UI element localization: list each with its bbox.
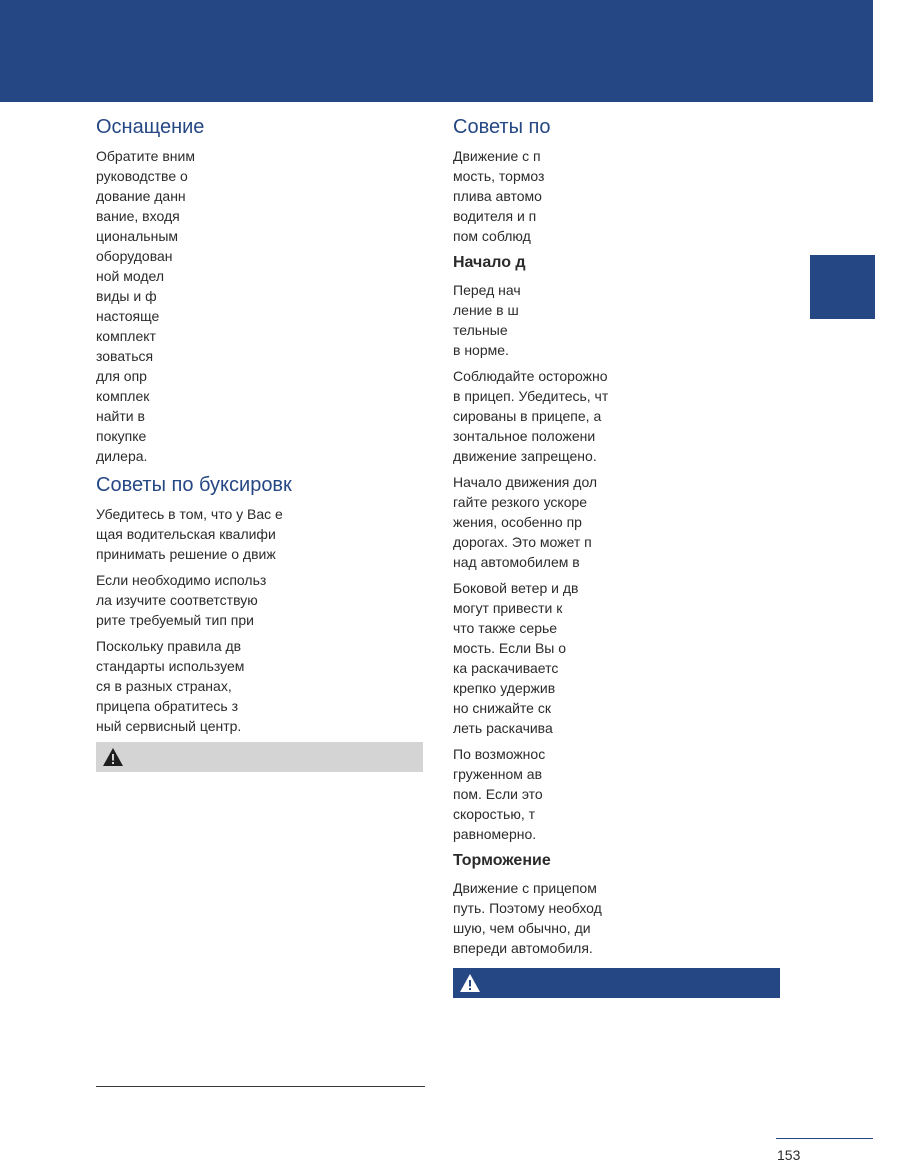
section-heading-equipment: Оснащение <box>96 116 205 138</box>
subsection-heading-start: Начало д <box>453 254 526 271</box>
paragraph: Движение с п мость, тормоз плива автомо водителя и п пом соблюд <box>453 148 545 244</box>
paragraph: Если необходимо использ ла изучите соответствую рите требуемый тип при <box>96 572 267 628</box>
page-number: 153 <box>777 1147 801 1163</box>
paragraph: Начало движения дол гайте резкого ускоре жения, особенно пр дорогах. Это может п над автомобилем в <box>453 474 598 570</box>
section-heading-tips: Советы по <box>453 116 551 138</box>
warning-triangle-icon <box>459 973 481 993</box>
warning-banner <box>96 742 423 772</box>
paragraph: Убедитесь в том, что у Вас е щая водительская квалифи принимать решение о движ <box>96 506 283 562</box>
paragraph: Боковой ветер и дв могут привести к что также серье мость. Если Вы о ка раскачиваетс крепко удержив но снижайте ск леть раскачива <box>453 580 579 736</box>
paragraph: Обратите вним руководстве о дование данн вание, входя циональным оборудован ной модел виды и ф настояще комплект зоваться для опр комплек найти в покупке дилера. <box>96 148 195 464</box>
warning-banner <box>453 968 780 998</box>
section-heading-towing-tips: Советы по буксировк <box>96 474 292 496</box>
paragraph: Поскольку правила дв стандарты используем ся в разных странах, прицепа обратитесь з ный сервисный центр. <box>96 638 245 734</box>
warning-triangle-icon <box>102 747 124 767</box>
right-column <box>453 114 783 998</box>
subsection-heading-braking: Торможение <box>453 852 551 869</box>
paragraph: Движение с прицепом путь. Поэтому необход шую, чем обычно, ди впереди автомобиля. <box>453 880 602 956</box>
chapter-tab-marker <box>810 255 875 319</box>
left-column <box>96 114 426 772</box>
paragraph: Перед нач ление в ш тельные в норме. <box>453 282 521 358</box>
page-number-divider <box>776 1138 873 1139</box>
footnote-divider <box>96 1086 425 1087</box>
top-banner <box>0 0 873 102</box>
paragraph: Соблюдайте осторожно в прицеп. Убедитесь, чт сированы в прицепе, а зонтальное положени движение запрещено. <box>453 368 609 464</box>
paragraph: По возможнос груженном ав пом. Если это скоростью, т равномерно. <box>453 746 546 842</box>
